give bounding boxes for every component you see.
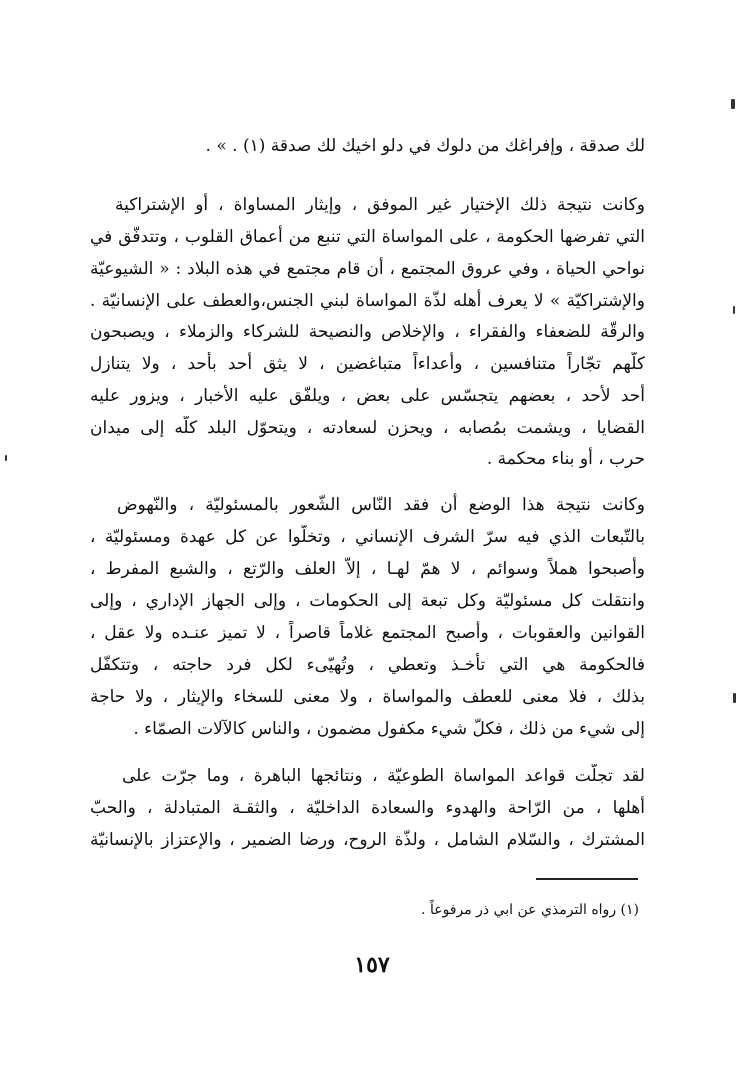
scan-mark — [733, 693, 736, 703]
paragraph-1-line-1: وكانت نتيجة ذلك الإختيار غير الموفق ، وإيثار المساواة ، أو الإشتراكية — [115, 195, 645, 215]
footnote-divider — [536, 878, 638, 880]
paragraph-2-line-8: إلى شيء من ذلك ، فكلّ شيء مكفول مضمون ، والناس كالآلات الصمّاء . — [133, 719, 645, 739]
paragraph-2-line-2: بالتّبعات الذي فيه سرّ الشرف الإنساني ، وتخلّوا عن كل عهدة ومسئوليّة ، — [90, 527, 645, 547]
paragraph-2-line-3: وأصبحوا هملاً وسوائم ، لا همّ لهـا ، إلاّ العلف والرّتع ، والشبع المفرط ، — [90, 559, 645, 579]
paragraph-2-line-5: القوانين والعقوبات ، وأصبح المجتمع غلاماً قاصراً ، لا تميز عنـده ولا عقل ، — [90, 623, 645, 643]
paragraph-3-line-1: لقد تجلّت قواعد المواساة الطوعيّة ، ونتائجها الباهرة ، وما جرّت على — [122, 766, 645, 786]
paragraph-2-line-7: بذلك ، فلا معنى للعطف والمواساة ، ولا معنى للسخاء والإيثار ، ولا حاجة — [90, 687, 645, 707]
paragraph-3-line-3: المشترك ، والسّلام الشامل ، ولذّة الروح، ورضا الضمير ، والإعتزاز بالإنسانيّة — [90, 830, 645, 850]
paragraph-1-line-5: والرقّة للضعفاء والفقراء ، والإخلاص والنصيحة للشركاء والزملاء ، ويصبحون — [90, 322, 645, 342]
scan-mark — [5, 455, 7, 461]
paragraph-1-line-9: حرب ، أو بناء محكمة . — [486, 449, 645, 469]
paragraph-1-line-7: أحد لأحد ، بعضهم يتجسّس على بعض ، ويلفّق عليه الأخبار ، ويزور عليه — [90, 386, 645, 406]
paragraph-1-line-6: كلّهم تجّاراً متنافسين ، وأعداءاً متباغضين ، لا يثق أحد بأحد ، ولا يتنازل — [90, 354, 645, 374]
paragraph-2-line-1: وكانت نتيجة هذا الوضع أن فقد النّاس الشّعور بالمسئوليّة ، والنّهوض — [117, 495, 645, 515]
paragraph-1-line-8: القضايا ، ويشمت بمُصابه ، ويحزن لسعادته ، ويتحوّل البلد كلّه إلى ميدان — [90, 418, 645, 438]
paragraph-3-line-2: أهلها ، من الرّاحة والهدوء والسعادة الداخليّة ، والثقـة المتبادلة ، والحبّ — [90, 798, 645, 818]
paragraph-1-line-3: نواحي الحياة ، وفي عروق المجتمع ، أن قام مجتمع في هذه البلاد : « الشيوعيّة — [90, 259, 645, 279]
body-line-1: لك صدقة ، وإفراغك من دلوك في دلو اخيك لك صدقة (١) . » . — [205, 136, 645, 156]
footnote: (١) رواه الترمذي عن ابي ذر مرفوعاً . — [421, 902, 639, 918]
paragraph-1-line-4: والإشتراكيّة » لا يعرف أهله لذّة المواساة لبني الجنس،والعطف على الإنسانيّة . — [90, 291, 645, 311]
scan-mark — [733, 306, 735, 314]
scan-mark — [731, 99, 735, 109]
page-number: ١٥٧ — [354, 952, 390, 978]
paragraph-2-line-6: فالحكومة هي التي تأخـذ وتعطي ، وتُهيّىء لكل فرد حاجته ، وتتكفّل — [90, 655, 645, 675]
paragraph-1-line-2: التي تفرضها الحكومة ، على المواساة التي تنبع من أعماق القلوب ، وتتدفّق في — [90, 227, 645, 247]
paragraph-2-line-4: وانتقلت كل مسئوليّة وكل تبعة إلى الحكومات ، وإلى الجهاز الإداري ، وإلى — [90, 591, 645, 611]
